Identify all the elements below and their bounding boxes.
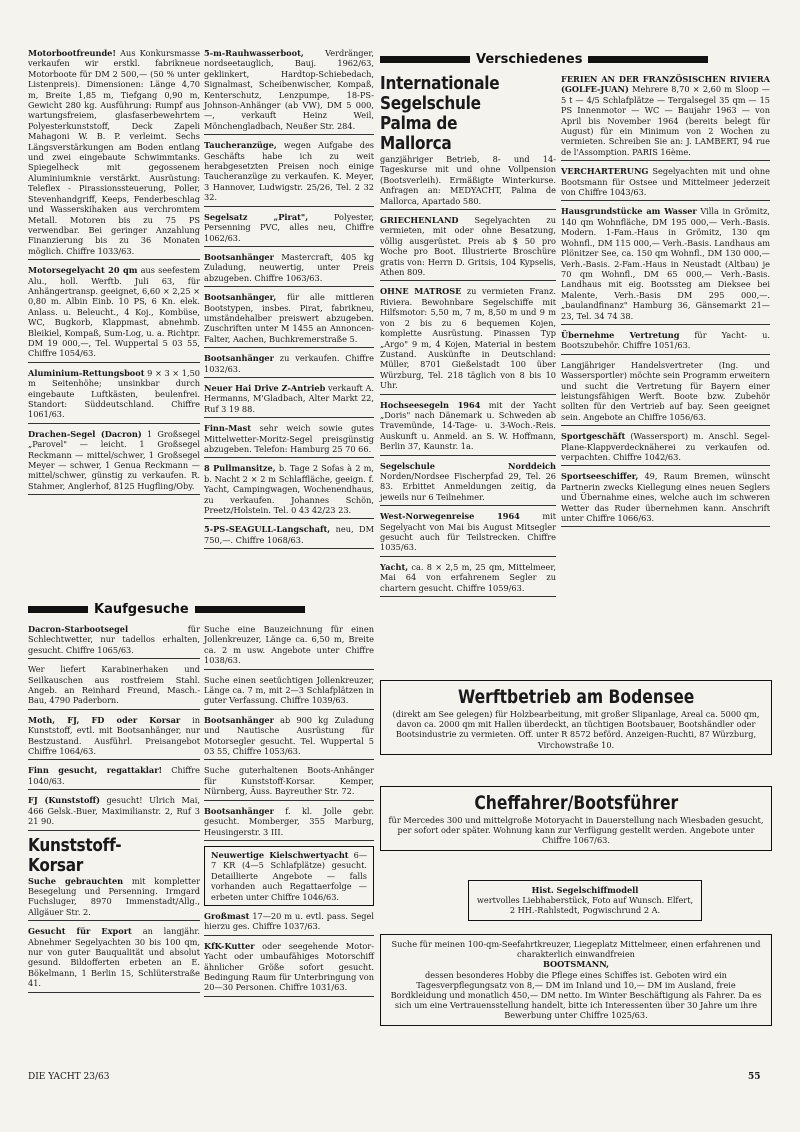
ad-body: Segelyachten zu vermieten, mit oder ohne Besatzung, völlig ausgerüstet. Preis ab $ 50 pro Woche pro Boot. Illustrierte Broschüre gratis von: Herrn D. Gritsis, 104 Kypselis, Athen 809. bbox=[380, 215, 556, 278]
classified-ad bbox=[28, 265, 200, 363]
ad-text bbox=[561, 166, 770, 197]
ad-text bbox=[28, 48, 200, 256]
classified-ad bbox=[380, 215, 556, 281]
ad-body: zu vermieten Franz. Riviera. Bewohnbare Segelschiffe mit Hilfsmotor: 5,50 m, 7 m, 8,50 m und 9 m von 2 bis zu 6 bequemen Kojen, komplette Ausrüstung. Pinassen Typ „Argo" 9 m, 4 Kojen, Material in bestem Zustand. Auskünfte in Deutschland: Müller, 8701 Gießelstadt 100 über Würzburg, Tel. 218 täglich von 8 bis 10 Uhr. bbox=[380, 286, 556, 391]
classified-ad bbox=[561, 360, 770, 426]
ad-body: Mehrere 8,70 × 2,60 m Sloop — 5 t — 4/5 Schlafplätze — Tergalsegel 35 qm — 15 PS Innenmotor — WC — Baujahr 1963 — von April bis November 1964 (bereits belegt für August) für ein Minimum von 2 Wochen zu vermieten. Schreiben Sie an: J. LAMBERT, 94 rue de l'Assomption. PARIS 16ème. bbox=[561, 84, 770, 157]
ad-headline: Hausgrundstücke am Wasser bbox=[561, 206, 697, 217]
ad-text bbox=[204, 941, 374, 993]
ad-headline: Segelsatz „Pirat", bbox=[204, 211, 309, 222]
ad-headline: Motorbootfreunde! bbox=[28, 48, 116, 58]
chauffeur-ad-box bbox=[380, 786, 772, 851]
ad-body: neu, DM 750,—. Chiffre 1068/63. bbox=[204, 524, 375, 545]
ad-text bbox=[561, 330, 770, 351]
ship-model-ad-head: Hist. Segelschiffmodell bbox=[531, 885, 639, 895]
ad-text bbox=[28, 876, 200, 918]
ad-body: aus seefestem Alu., holl. Werftb. Juli 63, für Anhängertransp. geeignet, 6,60 × 2,25 × 0,80 m. Albin Einb. 10 PS, 6 Kn. elek. Anlass. u. Beleucht., 4 Koj., Kombüse, WC, Bugkorb, Klappmast, abnehmb. Bleikiel, Kompaß, Sum-Log, u. a. Richtpr. DM 19 000,—, Tel. Wuppertal 5 03 55, Chiffre 1054/63. bbox=[28, 265, 201, 359]
classified-ad bbox=[28, 368, 200, 424]
ad-body: Polyester, Persenning PVC, alles neu, Chiffre 1062/63. bbox=[204, 211, 374, 243]
ad-body: f. kl. Jolle gebr. gesucht. Momberger, 355 Marburg, Heusingerstr. 3 III. bbox=[204, 805, 374, 837]
ad-body: für Schlechtwetter, nur tadellos erhalten, gesucht. Chiffre 1065/63. bbox=[28, 624, 200, 655]
ad-body: oder seegehende Motor-Yacht oder umbaufähiges Motorschiff ähnlicher Größe sofort gesucht. Bedingung Raum für Unterbringung von 20—30 Personen. Chiffre 1031/63. bbox=[204, 940, 374, 993]
ad-text bbox=[28, 765, 200, 786]
ad-headline: Yacht, bbox=[380, 561, 409, 572]
ad-headline: GRIECHENLAND bbox=[380, 215, 459, 226]
ad-headline: Bootsanhänger bbox=[204, 251, 274, 262]
ad-body: ab 900 kg Zuladung und Nautische Ausrüstung für Motorsegler gesucht. Tel. Wuppertal 5 03 55, Chiffre 1053/63. bbox=[204, 714, 374, 757]
ad-body: Langjähriger Handelsvertreter (Ing. und Wassersportler) möchte sein Programm erweitern und sucht die Vertretung für Bayern einer leistungsfähigen Werft. Boote bzw. Zubehör sollten für den Vertrieb auf bay. Seen geeignet sein. Angebote an Chiffre 1056/63. bbox=[561, 359, 770, 422]
ad-body: mit kompletter Besegelung und Persenning. Irmgard Fuchsluger, 8970 Immenstadt/Allg., Allgäuer Str. 2. bbox=[28, 875, 200, 917]
bootsmann-ad-text: dessen besonderes Hobby die Pflege eines Schiffes ist. Geboten wird ein Tagesverpflegungsatz von 8,— DM im Inland und 10,— DM im Ausland, freie Bordkleidung und monatlich 450,— DM netto. Im Winter Beschäftigung als Fahrer. Da es sich um eine Vertrauensstellung handelt, bitte ich Interessenten über 30 Jahre um ihre Bewerbung unter Chiffre 1025/63. bbox=[390, 969, 762, 1021]
ad-headline: Hochseesegeln 1964 bbox=[380, 399, 481, 410]
classified-ad bbox=[204, 715, 374, 761]
header-rule-right bbox=[588, 56, 708, 63]
classified-ad bbox=[561, 330, 770, 355]
ad-body: an langjähr. Abnehmer Segelyachten 30 bis 100 qm, nur von guter Bauqualität und absolut gesund. Bildofferten erbeten an E. Bökelmann, 1 Berlin 15, Schlüterstraße 41. bbox=[28, 926, 200, 989]
ad-headline: Finn-Mast bbox=[204, 423, 251, 434]
column-4 bbox=[561, 74, 770, 532]
classified-ad bbox=[561, 471, 770, 527]
ad-body: Suche eine Bauzeichnung für einen Jollenkreuzer, Länge ca. 6,50 m, Breite ca. 2 m usw. Angebote unter Chiffre 1038/63. bbox=[204, 624, 374, 666]
ad-display-headline: Kunststoff-Korsar bbox=[28, 834, 122, 876]
ad-headline: Finn gesucht, regattaklar! bbox=[28, 765, 163, 776]
ad-headline: Suche gebrauchten bbox=[28, 875, 124, 886]
ad-body: Segelyachten mit und ohne Bootsmann für Ostsee und Mittelmeer jederzeit von Chiffre 1043/63. bbox=[561, 166, 770, 198]
ad-body: zu verkaufen. Chiffre 1032/63. bbox=[204, 353, 374, 374]
ad-body: 9 × 3 × 1,50 m Seitenhöhe; unsinkbar durch eingebaute Luftkästen, beulenfrei. Standort: Süddeutschland. Chiffre 1061/63. bbox=[28, 367, 200, 420]
bootsmann-ad-box bbox=[380, 934, 772, 1026]
ad-text bbox=[204, 252, 374, 283]
ad-text bbox=[204, 911, 374, 932]
ad-body: mit Segelyacht von Mai bis August Mitsegler gesucht auch für Teilstrecken. Chiffre 1035/63. bbox=[380, 511, 556, 553]
verschiedenes-title: Verschiedenes bbox=[476, 52, 583, 67]
ad-headline: Sportgeschäft bbox=[561, 431, 626, 442]
classified-ad bbox=[380, 400, 556, 456]
ad-headline: Übernehme Vertretung bbox=[561, 329, 680, 340]
ad-text bbox=[28, 624, 200, 655]
ad-body: Suche guterhaltenen Boots-Anhänger für Kunststoff-Korsar. Kemper, Nürnberg, Äuss. Bayreuther Str. 72. bbox=[204, 765, 374, 797]
classified-ad bbox=[561, 431, 770, 466]
classified-ad bbox=[380, 461, 556, 507]
werft-ad-title: Werftbetrieb am Bodensee bbox=[457, 686, 695, 708]
ad-headline: FJ (Kunststoff) bbox=[28, 795, 101, 806]
classified-ad bbox=[204, 212, 374, 247]
ad-body: Villa in Grömitz, 140 qm Wohnfläche, DM 195 000,— Verh.-Basis. Modern. 1-Fam.-Haus in Grömitz, 130 qm Wohnfl., DM 115 000,— Verh.-Basis. Landhaus am Plönitzer See, ca. 150 qm Wohnfl., DM 130 000,— Verh.-Basis. 2-Fam.-Haus in Neustadt (Altbau) je 70 qm Wohnfl., DM 65 000,— Verh.-Basis. Landhaus mit eig. Bootssteg am Dieksee bei Malente, Verh.-Basis DM 295 000,—. „baulandfinanz" Hamburg 36, Gänsemarkt 21—23, Tel. 34 74 38. bbox=[561, 206, 770, 321]
ad-text bbox=[28, 926, 200, 988]
ad-body: für alle mittleren Bootstypen, insbes. Pirat, fabrikneu, umständehalber preiswert abzugeben. Zuschriften unter M 1455 an Annoncen-Falter, Aachen, Buchkremerstraße 5. bbox=[204, 292, 374, 344]
ship-model-ad-text: wertvolles Liebhaberstück, Foto auf Wunsch. Elfert, 2 HH.-Rahlstedt, Pogwischrund 2 A. bbox=[476, 895, 694, 916]
werft-ad-box bbox=[380, 680, 772, 755]
ad-text bbox=[28, 368, 200, 420]
classified-ad bbox=[204, 423, 374, 458]
ad-headline: Moth, FJ, FD oder Korsar bbox=[28, 714, 181, 725]
ad-headline: Bootsanhänger bbox=[204, 805, 274, 816]
ad-body: Aus Konkursmasse verkaufen wir erstkl. fabrikneue Motorboote für DM 2 500,— (50 % unter Listenpreis). Dimensionen: Länge 4,70 m, Breite 1,85 m, Tiefgang 0,90 m, Gewicht 280 kg. Ausführung: Rumpf aus wartungsfreiem, glasfaserbewehrtem Polyesterkunststoff, Deck Zapeli Mahagoni W. B. P. verleimt. Sechs Längsverstärkungen am Boden entlang und zwei eingebaute Schwimmtanks. Spiegelheck mit gegossenem Aluminiumknie verstärkt. Ausrüstung: Teleflex - Pirassionssteuerung, Poller, Stevenhandgriff, Keeps, Fenderbeschlag und Wasserskihaken aus verchromtem Metall. Motoren bis zu 75 PS verwendbar. Bei geringer Anzahlung Finanzierung bis zu 36 Monaten möglich. Chiffre 1033/63. bbox=[28, 48, 200, 256]
footer-magazine: DIE YACHT 23/63 bbox=[28, 1072, 110, 1082]
classified-ad bbox=[204, 353, 374, 378]
footer-page-number: 55 bbox=[748, 1072, 761, 1082]
ad-headline: Sportseeschiffer, bbox=[561, 471, 639, 482]
column-2-top bbox=[204, 48, 374, 554]
bootsmann-ad-intro: Suche für meinen 100-qm-Seefahrtkreuzer, Liegeplatz Mittelmeer, einen erfahrenen und charakterlich einwandfreien bbox=[391, 939, 761, 960]
ad-headline: Dacron-Starbootsegel bbox=[28, 624, 129, 634]
classified-ad bbox=[380, 74, 556, 210]
classified-ad bbox=[561, 166, 770, 201]
ad-body: gesucht! Ulrich Mai, 466 Gelsk.-Buer, Maximilianstr. 2, Ruf 3 21 90. bbox=[28, 795, 200, 827]
ad-text bbox=[561, 360, 770, 422]
classified-ad bbox=[28, 48, 200, 260]
classified-ad bbox=[204, 624, 374, 670]
classified-ad bbox=[28, 429, 200, 495]
ad-body: Mastercraft, 405 kg Zuladung, neuwertig, unter Preis abzugeben. Chiffre 1063/63. bbox=[204, 251, 374, 283]
ad-headline: OHNE MATROSE bbox=[380, 286, 462, 297]
ad-text bbox=[561, 74, 770, 157]
kaufgesuche-header bbox=[28, 602, 374, 618]
ad-text bbox=[561, 431, 770, 462]
kaufgesuche-title: Kaufgesuche bbox=[94, 602, 189, 617]
ad-headline: 8 Pullmansitze, bbox=[204, 463, 276, 474]
ad-headline: Aluminium-Rettungsboot bbox=[28, 367, 145, 378]
ad-body: Suche einen seetüchtigen Jollenkreuzer, Länge ca. 7 m, mit 2—3 Schlafplätzen in guter Verfassung. Chiffre 1039/63. bbox=[204, 674, 374, 706]
classified-ad bbox=[204, 524, 374, 549]
classified-ad bbox=[204, 675, 374, 710]
ad-text bbox=[380, 562, 556, 593]
ad-body: 17—20 m u. evtl. pass. Segel hierzu ges. Chiffre 1037/63. bbox=[204, 910, 374, 932]
ad-text bbox=[204, 48, 374, 131]
ad-text bbox=[380, 400, 556, 452]
ad-text bbox=[380, 154, 556, 206]
column-1-top bbox=[28, 48, 200, 500]
ad-text bbox=[204, 624, 374, 666]
ad-body: in Kunststoff, evtl. mit Bootsanhänger, nur Bestzustand. Ausführl. Preisangebot Chiffre 1064/63. bbox=[28, 714, 200, 757]
ad-text bbox=[380, 215, 556, 277]
ad-text bbox=[204, 212, 374, 243]
header-rule-left bbox=[380, 56, 470, 63]
classified-ad bbox=[204, 806, 374, 841]
ad-headline: 5-m-Rauhwasserboot, bbox=[204, 48, 304, 58]
ad-text bbox=[204, 353, 374, 374]
ad-body: 6—7 KR (4—5 Schlafplätze) gesucht. Detaillierte Angebote — falls vorhanden auch Regattaerfolge — erbeten unter Chiffre 1046/63. bbox=[211, 849, 368, 902]
column-1-bottom bbox=[28, 624, 200, 998]
ad-text bbox=[380, 286, 556, 390]
verschiedenes-header bbox=[380, 52, 766, 68]
ad-headline: Drachen-Segel (Dacron) bbox=[28, 428, 142, 439]
classified-ad bbox=[204, 911, 374, 936]
ad-body: (Wassersport) m. Anschl. Segel-Plane-Klappverdecknäherei zu verkaufen od. verpachten. Chiffre 1042/63. bbox=[561, 431, 770, 462]
ad-text bbox=[28, 795, 200, 826]
classified-ad bbox=[561, 206, 770, 324]
ad-body: für Yacht- u. Bootszubehör. Chiffre 1051/63. bbox=[561, 329, 770, 351]
ad-headline: West-Norwegenreise 1964 bbox=[380, 511, 520, 522]
bootsmann-ad-head: BOOTSMANN, bbox=[542, 959, 610, 970]
ad-text bbox=[204, 140, 374, 202]
classified-ad bbox=[204, 941, 374, 997]
ad-headline: FERIEN AN DER FRANZÖSISCHEN RIVIERA (GOLFE-JUAN) bbox=[561, 74, 770, 95]
ad-body: verkauft A. Hermanns, M'Gladbach, Alter Markt 22, Ruf 3 19 88. bbox=[204, 382, 374, 414]
classified-ad bbox=[204, 48, 374, 135]
chauffeur-ad-text: für Mercedes 300 und mittelgroße Motoryacht in Dauerstellung nach Wiesbaden gesucht, per sofort oder später. Wohnung kann zur Verfügung gestellt werden. Angebote unter Chiffre 1067/63. bbox=[388, 815, 764, 846]
werft-ad-text: (direkt am See gelegen) für Holzbearbeitung, mit großer Slipanlage, Areal ca. 5000 qm, davon ca. 2000 qm mit Hallen überdeckt, an tüchtigen Bootsbauer, Bootshändler oder Bootsindustrie zu vermieten. Off. unter R 8572 beförd. Anzeigen-Ruchti, 87 Würzburg, Virchowstraße 10. bbox=[392, 709, 760, 750]
ad-headline: Taucheranzüge, bbox=[204, 140, 277, 151]
ship-model-ad-box bbox=[468, 880, 702, 921]
header-rule-left bbox=[28, 606, 88, 613]
ad-body: Norden/Nordsee Fischerpfad 29, Tel. 26 83. Erbittet Anmeldungen zeitig, da jeweils nur 6 Teilnehmer. bbox=[380, 470, 556, 502]
classified-ad bbox=[28, 624, 200, 659]
ad-text bbox=[561, 206, 770, 320]
classified-ad bbox=[28, 765, 200, 790]
ad-text bbox=[28, 429, 200, 491]
ad-text bbox=[211, 850, 367, 902]
ad-body: ganzjähriger Betrieb, 8- und 14-Tageskurse mit und ohne Vollpension (Bootsverleih). Ermäßigte Winterkurse. Anfragen an: MEDYACHT, Palma de Mallorca, Apartado 580. bbox=[380, 154, 556, 206]
ad-text bbox=[204, 715, 374, 757]
ad-text bbox=[204, 423, 374, 454]
classified-ad bbox=[204, 765, 374, 800]
ad-headline: Bootsanhänger bbox=[204, 353, 274, 364]
ad-text bbox=[204, 675, 374, 706]
ad-text bbox=[204, 524, 374, 545]
ad-headline: Neuer Hai Drive Z-Antrieb bbox=[204, 382, 326, 393]
classified-ad bbox=[28, 795, 200, 830]
ad-headline: Gesucht für Export bbox=[28, 926, 132, 937]
ad-headline: Segelschule Norddeich bbox=[380, 460, 556, 471]
ad-text bbox=[380, 461, 556, 503]
ad-body: Chiffre 1040/63. bbox=[28, 765, 200, 786]
ad-body: ca. 8 × 2,5 m, 25 qm, Mittelmeer, Mai 64 von erfahrenem Segler zu chartern gesucht. Chiffre 1059/63. bbox=[380, 561, 556, 593]
classified-ad bbox=[204, 383, 374, 418]
classified-ad bbox=[204, 846, 374, 906]
ad-headline: Neuwertige Kielschwertyacht bbox=[211, 849, 349, 860]
ad-body: Verdränger, nordseetauglich, Bauj. 1962/63, geklinkert, Hardtop-Schiebedach, Signalmast, Scheibenwischer, Kompaß, Kenterschutz, Lenzpumpe, 18-PS-Johnson-Anhänger (ab VW), DM 5 000,—, verkauft Heinz Weil, Mönchengladbach, Neußer Str. 284. bbox=[204, 48, 374, 131]
ad-text bbox=[28, 265, 200, 359]
ad-text bbox=[204, 806, 374, 837]
classified-ad bbox=[204, 140, 374, 206]
classified-ad bbox=[204, 252, 374, 287]
classified-ad bbox=[380, 511, 556, 557]
ad-headline: Motorsegelyacht 20 qm bbox=[28, 265, 138, 276]
classified-ad bbox=[28, 715, 200, 761]
ad-display-headline: Internationale Segelschule Palma de Mallorca bbox=[380, 73, 500, 154]
ad-body: 49, Raum Bremen, wünscht Partnerin zwecks Kiellegung eines neuen Seglers und Übernahme eines, welche auch im schweren Wetter das Ruder übernehmen kann. Anschrift unter Chiffre 1066/63. bbox=[561, 471, 771, 524]
column-2-bottom bbox=[204, 624, 374, 1002]
ad-headline: KfK-Kutter bbox=[204, 940, 255, 951]
classified-ad bbox=[28, 926, 200, 992]
ad-body: b. Tage 2 Sofas à 2 m, b. Nacht 2 × 2 m Schlaffläche, geeign. f. Yacht, Campingwagen, Wochenendhaus, zu verkaufen. Johannes Schön, Preetz/Holstein. Tel. 0 43 42/23 23. bbox=[204, 463, 374, 516]
ad-body: wegen Aufgabe des Geschäfts habe ich zu weit herabgesetzten Preisen noch einige Taucheranzüge zu verkaufen. K. Meyer, 3 Hannover, Ludwigstr. 25/26, Tel. 2 32 32. bbox=[204, 140, 374, 203]
ad-body: 1 Großsegel „Parovel" — leicht. 1 Großsegel Reckmann — mittel/schwer, 1 Großsegel Meyer — schwer, 1 Genua Reckmann — mittel/schwer, günstig zu verkaufen. R. Stahmer, Anglerhof, 8125 Hugfling/Oby. bbox=[28, 428, 200, 491]
classified-ad bbox=[380, 562, 556, 597]
classified-ad bbox=[204, 292, 374, 348]
header-rule-right bbox=[195, 606, 305, 613]
ad-text bbox=[28, 715, 200, 757]
ad-headline: Großmast bbox=[204, 910, 250, 921]
ad-body: mit der Yacht „Doris" nach Dänemark u. Schweden ab Travemünde, 14-Tage- u. 3-Woch.-Reis. Auskunft u. Anmeld. an S. W. Hoffmann, Berlin 37, Kaunstr. 1a. bbox=[380, 399, 556, 452]
ad-text bbox=[204, 292, 374, 344]
ad-text bbox=[561, 471, 770, 523]
ad-text bbox=[204, 463, 374, 515]
classified-ad bbox=[380, 286, 556, 394]
ad-text bbox=[28, 664, 200, 706]
ad-text bbox=[204, 765, 374, 796]
column-3 bbox=[380, 74, 556, 602]
ad-headline: 5-PS-SEAGULL-Langschaft, bbox=[204, 524, 331, 535]
ad-text bbox=[380, 511, 556, 553]
classified-ad bbox=[204, 463, 374, 519]
classified-ad bbox=[28, 836, 200, 922]
chauffeur-ad-title: Cheffahrer/Bootsführer bbox=[474, 792, 678, 814]
ad-headline: Bootsanhänger bbox=[204, 714, 274, 725]
ad-body: sehr weich sowie gutes Mittelwetter-Moritz-Segel preisgünstig abzugeben. Telefon: Hamburg 25 70 66. bbox=[204, 423, 374, 454]
classified-ad bbox=[28, 664, 200, 710]
ad-text bbox=[204, 383, 374, 414]
classified-ad bbox=[561, 74, 770, 161]
ad-headline: VERCHARTERUNG bbox=[561, 166, 649, 177]
ad-body: Wer liefert Karabinerhaken und Seilkauschen aus rostfreiem Stahl. Angeb. an Reinhard Freund, Masch.-Bau, 4790 Paderborn. bbox=[28, 664, 200, 706]
ad-headline: Bootsanhänger, bbox=[204, 292, 277, 303]
